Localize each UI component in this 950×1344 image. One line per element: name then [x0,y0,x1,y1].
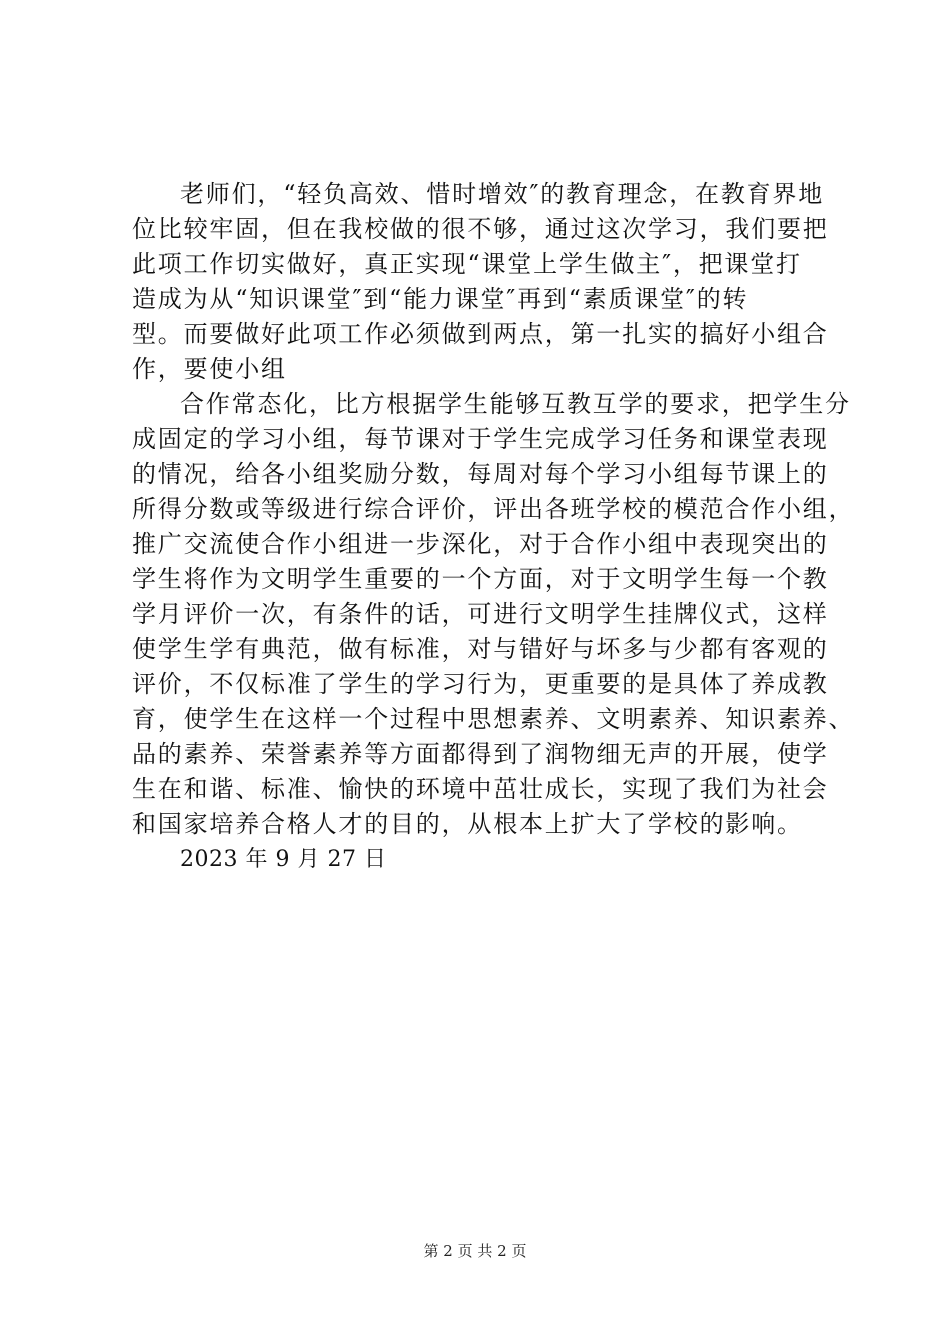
paragraph-1-line: 老师们，“轻负高效、惜时增效″的教育理念，在教育界地 [180,180,825,208]
paragraph-2-line: 品的素养、荣誉素养等方面都得到了润物细无声的开展，使学 [132,740,829,768]
paragraph-2-line: 成固定的学习小组，每节课对于学生完成学习任务和课堂表现 [132,425,829,453]
paragraph-2-line: 合作常态化，比方根据学生能够互教互学的要求，把学生分 [180,390,851,418]
paragraph-2-line: 使学生学有典范，做有标准，对与错好与坏多与少都有客观的 [132,635,829,663]
paragraph-2-line: 育，使学生在这样一个过程中思想素养、文明素养、知识素养、 [132,705,855,733]
paragraph-2-line: 的情况，给各小组奖励分数，每周对每个学习小组每节课上的 [132,460,829,488]
paragraph-2-line: 评价，不仅标准了学生的学习行为，更重要的是具体了养成教 [132,670,829,698]
paragraph-2-line: 所得分数或等级进行综合评价，评出各班学校的模范合作小组， [132,495,855,523]
document-body [132,177,855,877]
paragraph-1-line: 型。而要做好此项工作必须做到两点，第一扎实的搞好小组合 [132,320,829,348]
paragraph-1-line: 造成为从“知识课堂″到“能力课堂″再到“素质课堂″的转 [132,285,749,313]
paragraph-2-line: 和国家培养合格人才的目的，从根本上扩大了学校的影响。 [132,810,803,838]
paragraph-2-line: 推广交流使合作小组进一步深化，对于合作小组中表现突出的 [132,530,829,558]
paragraph-1-line: 此项工作切实做好，真正实现“课堂上学生做主″，把课堂打 [132,250,802,278]
paragraph-2-line: 学月评价一次，有条件的话，可进行文明学生挂牌仪式，这样 [132,600,829,628]
document-date: 2023 年 9 月 27 日 [180,847,387,872]
paragraph-1-line: 位比较牢固，但在我校做的很不够，通过这次学习，我们要把 [132,215,829,243]
paragraph-2-line: 生在和谐、标准、愉快的环境中茁壮成长，实现了我们为社会 [132,775,829,803]
paragraph-1-line: 作，要使小组 [132,355,287,383]
page-footer: 第 2 页 共 2 页 [423,1242,527,1260]
paragraph-2-line: 学生将作为文明学生重要的一个方面，对于文明学生每一个教 [132,565,829,593]
